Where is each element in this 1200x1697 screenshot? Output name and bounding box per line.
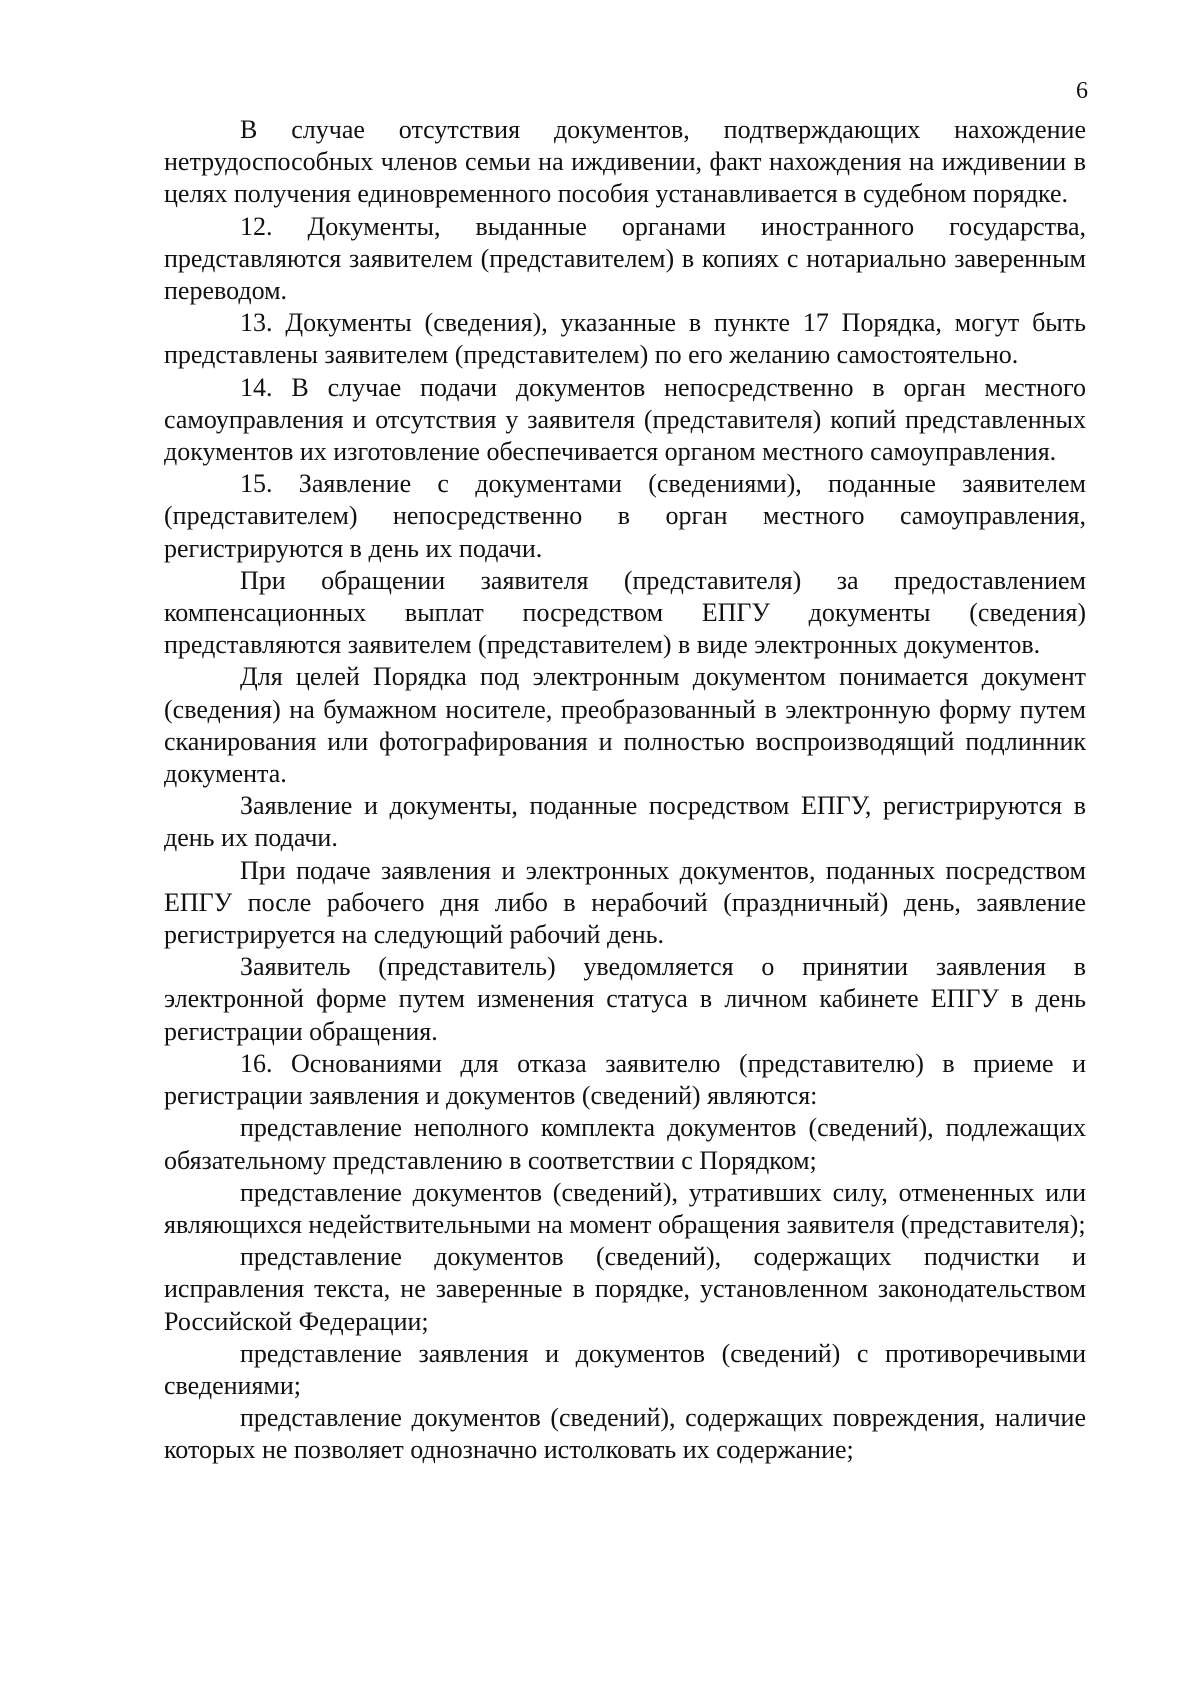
- paragraph: При обращении заявителя (представителя) за предоставлением компенсационных выплат посредством ЕПГУ документы (сведения) представляются заявителем (представителем) в виде электронных документов.: [164, 565, 1086, 660]
- paragraph: представление документов (сведений), содержащих подчистки и исправления текста, не заверенные в порядке, установленном законодательством Российской Федерации;: [164, 1242, 1086, 1336]
- paragraph: представление неполного комплекта документов (сведений), подлежащих обязательному представлению в соответствии с Порядком;: [164, 1113, 1086, 1175]
- paragraph: Заявитель (представитель) уведомляется о принятии заявления в электронной форме путем изменения статуса в личном кабинете ЕПГУ в день регистрации обращения.: [164, 952, 1086, 1046]
- paragraph: При подаче заявления и электронных документов, поданных посредством ЕПГУ после рабочего дня либо в нерабочий (праздничный) день, заявление регистрируется на следующий рабочий день.: [164, 855, 1086, 950]
- paragraph: 14. В случае подачи документов непосредственно в орган местного самоуправления и отсутствия у заявителя (представителя) копий представленных документов их изготовление обеспечивается органом местного самоуправления.: [164, 372, 1086, 467]
- paragraph: 13. Документы (сведения), указанные в пункте 17 Порядка, могут быть представлены заявителем (представителем) по его желанию самостоятельно.: [164, 308, 1086, 370]
- document-body: [164, 114, 1086, 1467]
- paragraph: В случае отсутствия документов, подтверждающих нахождение нетрудоспособных членов семьи на иждивении, факт нахождения на иждивении в целях получения единовременного пособия устанавливается в судебном порядке.: [164, 115, 1086, 209]
- paragraph: представление документов (сведений), утративших силу, отмененных или являющихся недействительными на момент обращения заявителя (представителя);: [164, 1177, 1086, 1239]
- paragraph: Заявление и документы, поданные посредством ЕПГУ, регистрируются в день их подачи.: [164, 791, 1086, 853]
- paragraph: Для целей Порядка под электронным документом понимается документ (сведения) на бумажном носителе, преобразованный в электронную форму путем сканирования или фотографирования и полностью воспроизводящий подлинник документа.: [164, 662, 1086, 789]
- page-number: 6: [1076, 78, 1088, 104]
- paragraph: 12. Документы, выданные органами иностранного государства, представляются заявителем (представителем) в копиях с нотариально заверенным переводом.: [164, 211, 1086, 306]
- paragraph: 16. Основаниями для отказа заявителю (представителю) в приеме и регистрации заявления и документов (сведений) являются:: [164, 1048, 1086, 1111]
- paragraph: представление заявления и документов (сведений) с противоречивыми сведениями;: [164, 1338, 1086, 1400]
- paragraph: 15. Заявление с документами (сведениями), поданные заявителем (представителем) непосредственно в орган местного самоуправления, регистрируются в день их подачи.: [164, 469, 1086, 563]
- paragraph: представление документов (сведений), содержащих повреждения, наличие которых не позволяет однозначно истолковать их содержание;: [164, 1403, 1086, 1465]
